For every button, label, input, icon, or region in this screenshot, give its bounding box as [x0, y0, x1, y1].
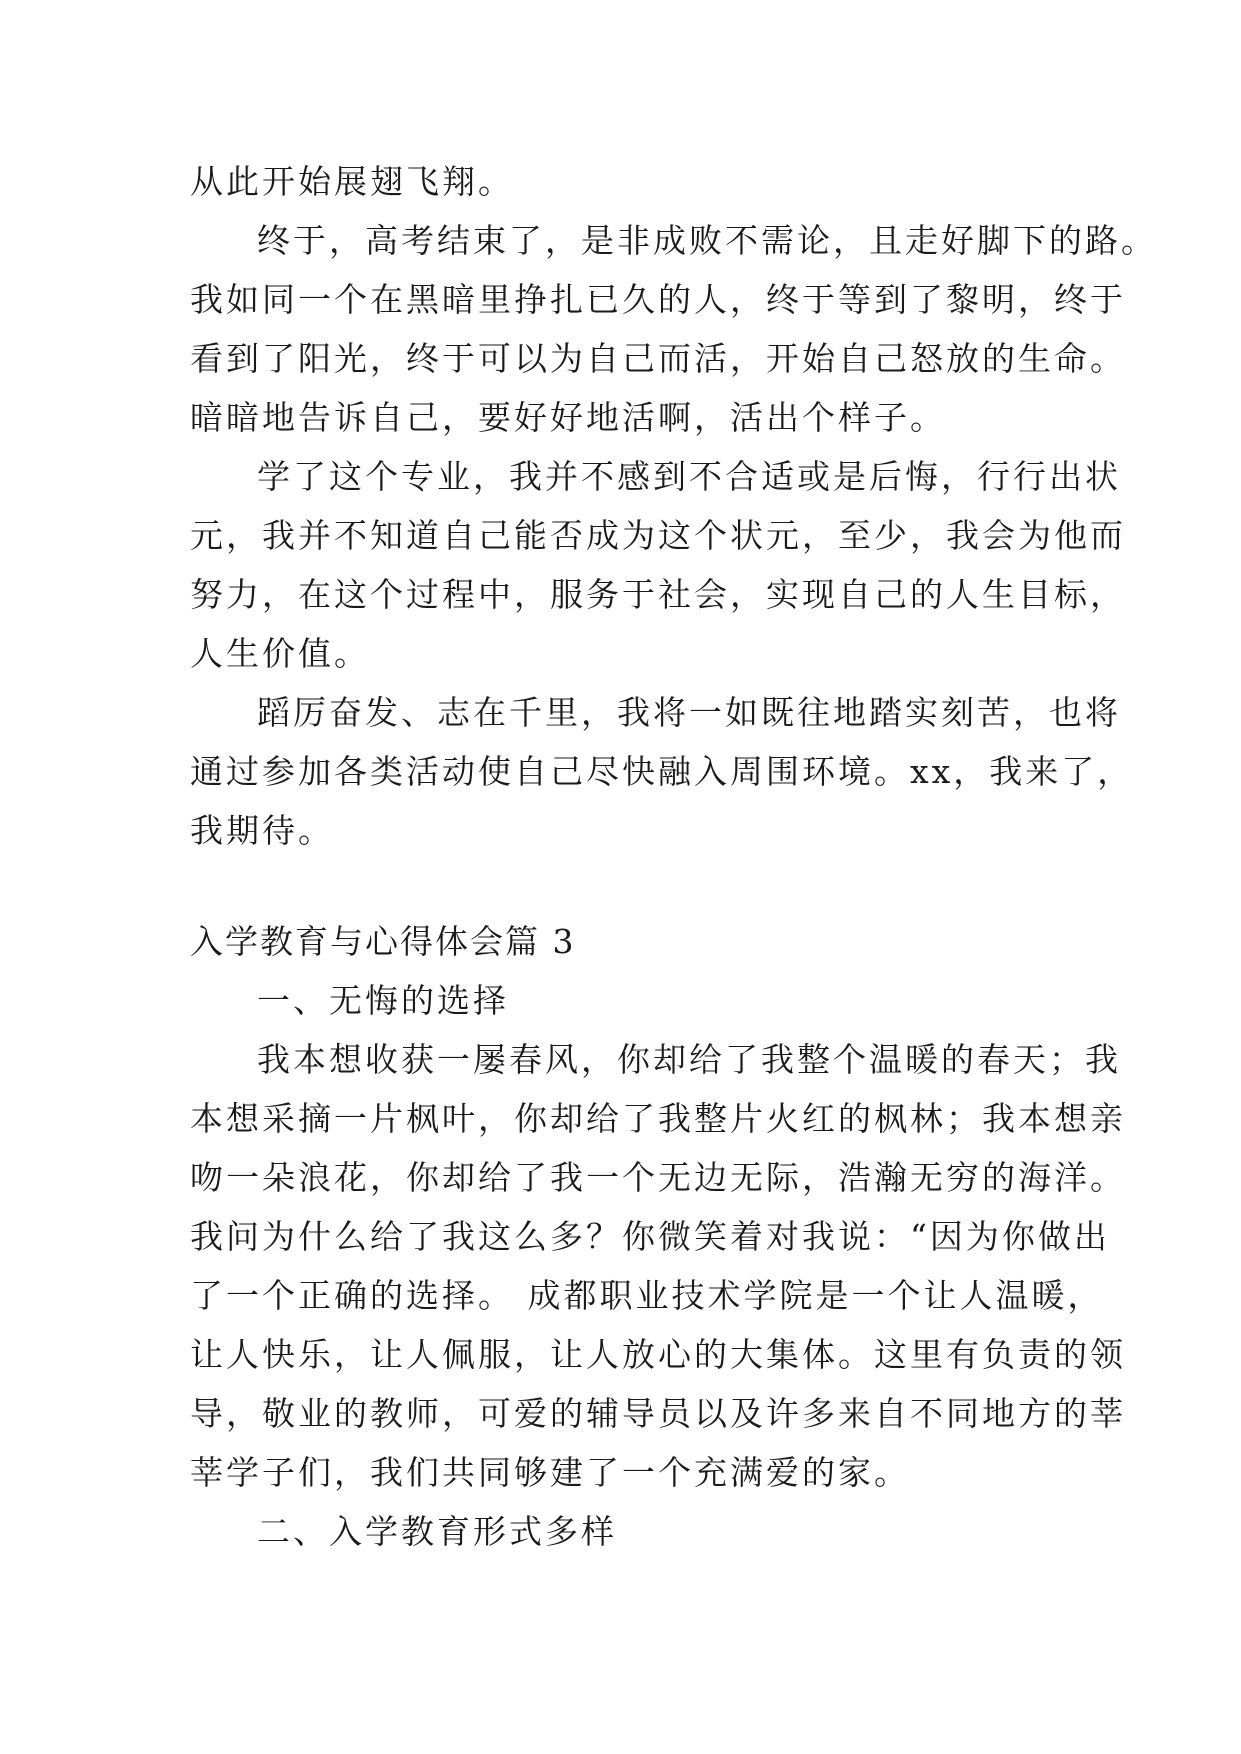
section-heading: 入学教育与心得体会篇 3 [190, 922, 576, 961]
subheading: 二、入学教育形式多样 [257, 1512, 617, 1551]
text-line: 蹈厉奋发、志在千里，我将一如既往地踏实刻苦，也将 [257, 693, 1121, 732]
text-line: 努力，在这个过程中，服务于社会，实现自己的人生目标， [190, 575, 1126, 614]
text-line: 莘学子们，我们共同够建了一个充满爱的家。 [190, 1453, 910, 1492]
text-line: 暗暗地告诉自己，要好好地活啊，活出个样子。 [190, 398, 946, 437]
text-line: 我如同一个在黑暗里挣扎已久的人，终于等到了黎明，终于 [190, 280, 1126, 319]
text-line: 元，我并不知道自己能否成为这个状元，至少，我会为他而 [190, 516, 1126, 555]
subheading: 一、无悔的选择 [257, 981, 509, 1020]
text-line: 我本想收获一屡春风，你却给了我整个温暖的春天；我 [257, 1040, 1121, 1079]
text-line: 导，敬业的教师，可爱的辅导员以及许多来自不同地方的莘 [190, 1394, 1126, 1433]
text-line: 终于，高考结束了，是非成败不需论，且走好脚下的路。 [257, 221, 1157, 260]
text-line: 我期待。 [190, 811, 334, 850]
text-line: 学了这个专业，我并不感到不合适或是后悔，行行出状 [257, 457, 1121, 496]
text-line: 本想采摘一片枫叶，你却给了我整片火红的枫林；我本想亲 [190, 1099, 1126, 1138]
text-line: 吻一朵浪花，你却给了我一个无边无际，浩瀚无穷的海洋。 [190, 1158, 1126, 1197]
text-line: 从此开始展翅飞翔。 [190, 162, 514, 201]
text-line: 通过参加各类活动使自己尽快融入周围环境。xx，我来了， [190, 752, 1134, 791]
text-line: 让人快乐，让人佩服，让人放心的大集体。这里有负责的领 [190, 1335, 1126, 1374]
text-line: 看到了阳光，终于可以为自己而活，开始自己怒放的生命。 [190, 339, 1126, 378]
text-line: 我问为什么给了我这么多？你微笑着对我说：“因为你做出 [190, 1217, 1110, 1256]
text-line: 了一个正确的选择。 成都职业技术学院是一个让人温暖， [190, 1276, 1104, 1315]
text-line: 人生价值。 [190, 634, 370, 673]
